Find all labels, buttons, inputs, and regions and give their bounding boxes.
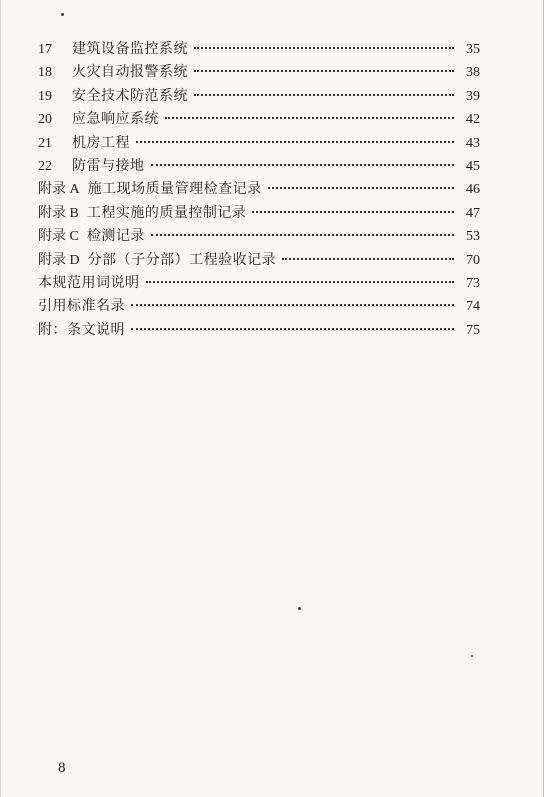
page-number: 8 — [58, 760, 66, 776]
table-of-contents — [38, 38, 480, 342]
toc-entry-21[interactable] — [38, 132, 480, 155]
paper-speck — [471, 655, 473, 657]
toc-entry-referenced-standards[interactable] — [38, 295, 480, 318]
dot-leader — [194, 47, 454, 49]
toc-entry-17[interactable] — [38, 38, 480, 61]
entry-number: 21 — [38, 135, 52, 151]
entry-page: 47 — [466, 205, 480, 221]
entry-title: 引用标准名录 — [38, 298, 125, 315]
dot-leader — [131, 328, 454, 330]
entry-page: 43 — [466, 135, 480, 151]
entry-title: 分部（子分部）工程验收记录 — [87, 251, 277, 268]
entry-title: 建筑设备监控系统 — [72, 41, 188, 57]
entry-title: 附：条文说明 — [38, 321, 125, 338]
entry-number: 附录 B — [38, 205, 79, 221]
toc-entry-18[interactable] — [38, 61, 480, 84]
dot-leader — [136, 141, 454, 143]
dot-leader — [282, 258, 454, 260]
entry-title: 本规范用词说明 — [38, 274, 140, 291]
toc-entry-appendix-b[interactable] — [38, 202, 480, 225]
entry-page: 42 — [466, 112, 480, 128]
dot-leader — [194, 94, 454, 96]
entry-title: 防雷与接地 — [72, 157, 145, 174]
dot-leader — [165, 117, 454, 119]
entry-page: 70 — [466, 252, 480, 268]
entry-number: 附录 A — [38, 182, 80, 198]
entry-page: 38 — [466, 65, 480, 81]
entry-number: 17 — [38, 42, 52, 57]
entry-page: 45 — [466, 158, 480, 174]
paper-speck — [61, 13, 64, 16]
entry-page: 75 — [466, 322, 480, 338]
toc-entry-clause-explanation[interactable] — [38, 319, 480, 342]
dot-leader — [268, 187, 454, 189]
entry-page: 46 — [466, 182, 480, 198]
toc-entry-22[interactable] — [38, 155, 480, 178]
dot-leader — [194, 70, 454, 72]
entry-number: 附录 D — [38, 252, 80, 268]
toc-entry-terms-explanation[interactable] — [38, 272, 480, 295]
entry-page: 73 — [466, 275, 480, 291]
toc-entry-20[interactable] — [38, 108, 480, 131]
dot-leader — [151, 234, 454, 236]
entry-title: 施工现场质量管理检查记录 — [87, 181, 262, 198]
entry-number: 22 — [38, 158, 52, 174]
entry-title: 检测记录 — [86, 228, 145, 245]
entry-title: 火灾自动报警系统 — [72, 64, 188, 81]
entry-title: 安全技术防范系统 — [72, 87, 188, 104]
toc-entry-appendix-c[interactable] — [38, 225, 480, 248]
paper-speck — [298, 607, 301, 610]
entry-number: 20 — [38, 112, 52, 128]
dot-leader — [252, 211, 454, 213]
dot-leader — [151, 164, 455, 166]
entry-number: 附录 C — [38, 229, 79, 245]
entry-title: 应急响应系统 — [72, 111, 159, 128]
toc-entry-19[interactable] — [38, 85, 480, 108]
dot-leader — [146, 281, 455, 283]
toc-entry-appendix-d[interactable] — [38, 249, 480, 272]
entry-title: 机房工程 — [72, 134, 130, 151]
dot-leader — [131, 304, 454, 306]
entry-page: 74 — [466, 299, 480, 315]
entry-page: 53 — [466, 229, 480, 245]
entry-title: 工程实施的质量控制记录 — [86, 204, 247, 221]
entry-page: 35 — [466, 42, 480, 57]
toc-entry-appendix-a[interactable] — [38, 178, 480, 201]
entry-number: 18 — [38, 65, 52, 81]
entry-page: 39 — [466, 88, 480, 104]
entry-number: 19 — [38, 88, 52, 104]
